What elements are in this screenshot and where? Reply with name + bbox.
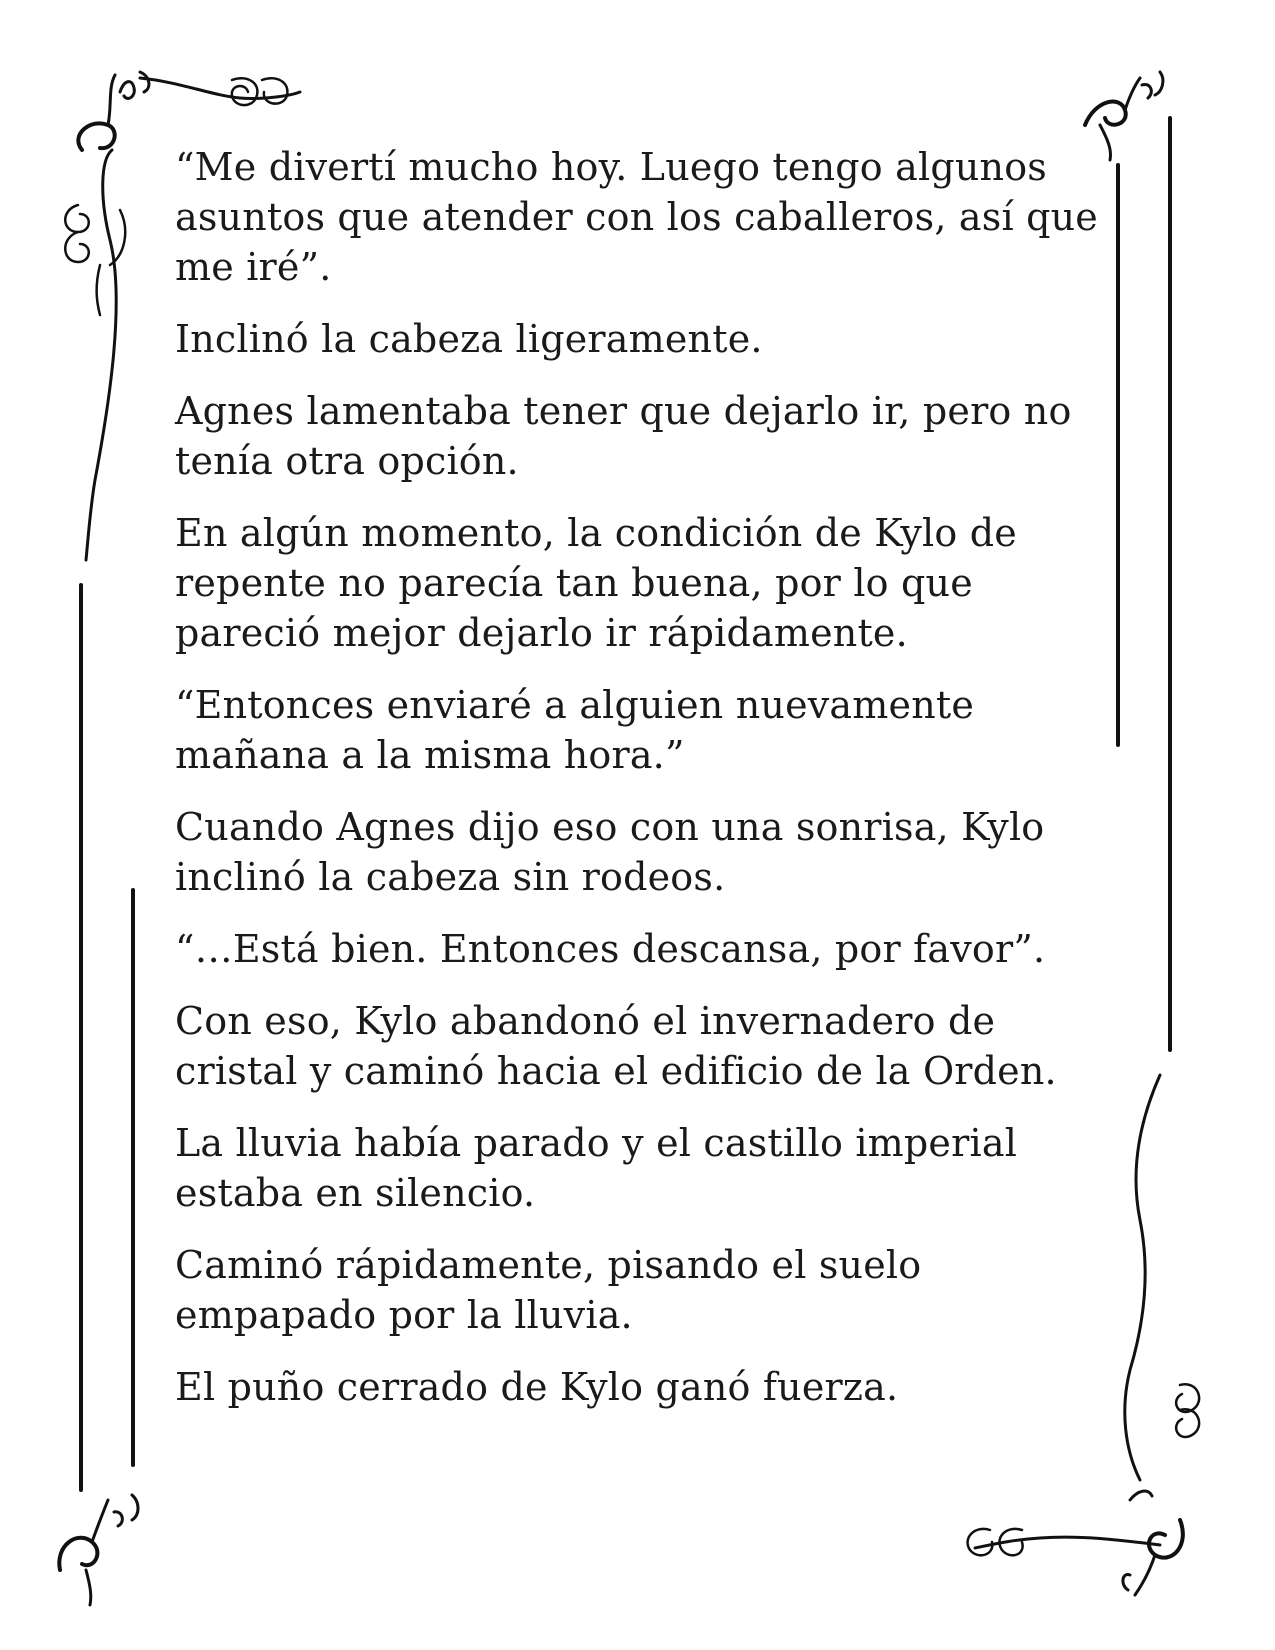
paragraph-10 — [175, 1240, 1095, 1340]
paragraph-3 — [175, 386, 1095, 486]
text-line: Agnes lamentaba tener que dejarlo ir, pero no — [175, 389, 1072, 433]
text-line: empapado por la lluvia. — [175, 1293, 633, 1337]
text-line: mañana a la misma hora.” — [175, 733, 685, 777]
text-line: Caminó rápidamente, pisando el suelo — [175, 1243, 922, 1287]
text-line: En algún momento, la condición de Kylo de — [175, 511, 1017, 555]
top-right-flourish-icon — [1085, 72, 1163, 160]
text-line: pareció mejor dejarlo ir rápidamente. — [175, 611, 908, 655]
paragraph-1 — [175, 142, 1098, 292]
paragraph-11 — [175, 1362, 1095, 1412]
text-line: repente no parecía tan buena, por lo que — [175, 561, 973, 605]
text-line: estaba en silencio. — [175, 1171, 536, 1215]
text-line: me iré”. — [175, 245, 332, 289]
story-text — [175, 142, 1098, 1434]
text-line: “…Está bien. Entonces descansa, por favor”. — [175, 927, 1046, 971]
text-line: La lluvia había parado y el castillo imperial — [175, 1121, 1018, 1165]
text-line: “Me divertí mucho hoy. Luego tengo algunos — [175, 145, 1048, 189]
text-line: Inclinó la cabeza ligeramente. — [175, 317, 763, 361]
paragraph-2 — [175, 314, 1095, 364]
paragraph-7 — [175, 924, 1095, 974]
text-line: asuntos que atender con los caballeros, así que — [175, 195, 1098, 239]
text-line: cristal y caminó hacia el edificio de la Orden. — [175, 1049, 1057, 1093]
paragraph-9 — [175, 1118, 1095, 1218]
text-line: “Entonces enviaré a alguien nuevamente — [175, 683, 975, 727]
text-line: Cuando Agnes dijo eso con una sonrisa, Kylo — [175, 805, 1045, 849]
text-line: El puño cerrado de Kylo ganó fuerza. — [175, 1365, 899, 1409]
paragraph-4 — [175, 508, 1095, 658]
text-line: Con eso, Kylo abandonó el invernadero de — [175, 999, 996, 1043]
text-line: tenía otra opción. — [175, 439, 519, 483]
text-line: inclinó la cabeza sin rodeos. — [175, 855, 726, 899]
bottom-left-flourish-icon — [59, 1495, 138, 1605]
paragraph-5 — [175, 680, 1095, 780]
paragraph-8 — [175, 996, 1095, 1096]
paragraph-6 — [175, 802, 1095, 902]
